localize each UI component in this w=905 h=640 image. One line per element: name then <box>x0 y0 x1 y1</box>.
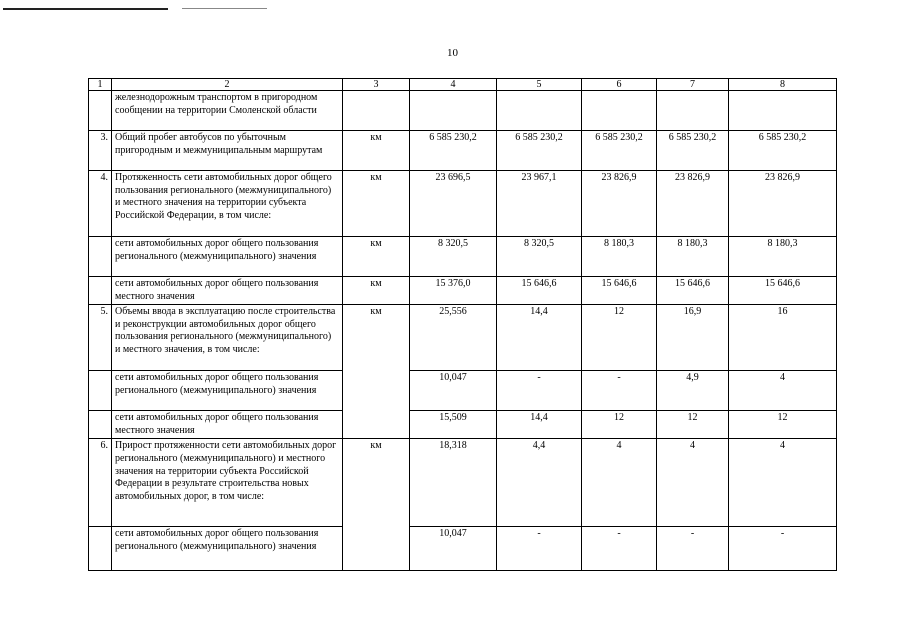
header-cell: 8 <box>729 79 837 91</box>
row-value: 10,047 <box>410 371 497 411</box>
row-value: 23 696,5 <box>410 171 497 237</box>
header-cell: 1 <box>89 79 112 91</box>
row-value: 4 <box>729 439 837 527</box>
header-row <box>89 79 837 91</box>
row-indicator: Объемы ввода в эксплуатацию после строительства и реконструкции автомобильных дорог общего пользования регионального (межмуниципального) и местного значения, в том числе: <box>112 305 343 371</box>
row-value: - <box>729 527 837 571</box>
row-value: 12 <box>582 305 657 371</box>
row-indicator: Протяженность сети автомобильных дорог общего пользования регионального (межмуниципального) и местного значения на территории субъекта Российской Федерации, в том числе: <box>112 171 343 237</box>
header-cell: 3 <box>343 79 410 91</box>
header-cell: 4 <box>410 79 497 91</box>
row-value: 8 180,3 <box>657 237 729 277</box>
row-value: 8 180,3 <box>582 237 657 277</box>
table-row <box>89 305 837 371</box>
row-value: 4 <box>729 371 837 411</box>
row-number <box>89 91 112 131</box>
row-value: 8 180,3 <box>729 237 837 277</box>
row-number: 5. <box>89 305 112 371</box>
row-value: 8 320,5 <box>410 237 497 277</box>
row-value: 16 <box>729 305 837 371</box>
row-indicator: сети автомобильных дорог общего пользования регионального (межмуниципального) значения <box>112 527 343 571</box>
row-unit: км <box>343 305 410 439</box>
row-value: 15 646,6 <box>582 277 657 305</box>
row-value: 10,047 <box>410 527 497 571</box>
row-number <box>89 371 112 411</box>
row-unit: км <box>343 237 410 277</box>
row-value: - <box>582 527 657 571</box>
row-number: 6. <box>89 439 112 527</box>
table-row <box>89 371 837 411</box>
scan-line-right <box>182 8 267 9</box>
row-value: 23 826,9 <box>582 171 657 237</box>
row-value: 15 376,0 <box>410 277 497 305</box>
row-value: 6 585 230,2 <box>410 131 497 171</box>
row-indicator: сети автомобильных дорог общего пользования местного значения <box>112 277 343 305</box>
row-indicator: сети автомобильных дорог общего пользования регионального (межмуниципального) значения <box>112 371 343 411</box>
row-value <box>410 91 497 131</box>
table-row <box>89 411 837 439</box>
table-row <box>89 131 837 171</box>
row-value: 14,4 <box>497 411 582 439</box>
row-value <box>582 91 657 131</box>
row-value: 14,4 <box>497 305 582 371</box>
row-value: 4,4 <box>497 439 582 527</box>
row-value: 23 967,1 <box>497 171 582 237</box>
row-value: 16,9 <box>657 305 729 371</box>
row-indicator: сети автомобильных дорог общего пользования местного значения <box>112 411 343 439</box>
header-cell: 2 <box>112 79 343 91</box>
row-value: 15 646,6 <box>497 277 582 305</box>
row-value: 4,9 <box>657 371 729 411</box>
page-number: 10 <box>447 47 458 59</box>
row-number <box>89 411 112 439</box>
row-unit <box>343 91 410 131</box>
row-value: 18,318 <box>410 439 497 527</box>
row-value: 12 <box>729 411 837 439</box>
row-value: 23 826,9 <box>657 171 729 237</box>
row-indicator: железнодорожным транспортом в пригородном сообщении на территории Смоленской области <box>112 91 343 131</box>
row-value <box>729 91 837 131</box>
header-cell: 5 <box>497 79 582 91</box>
row-value: - <box>497 371 582 411</box>
row-unit: км <box>343 439 410 571</box>
row-value: 6 585 230,2 <box>729 131 837 171</box>
row-number <box>89 527 112 571</box>
row-value: 15,509 <box>410 411 497 439</box>
row-number <box>89 277 112 305</box>
header-cell: 6 <box>582 79 657 91</box>
row-value: 25,556 <box>410 305 497 371</box>
row-value: - <box>657 527 729 571</box>
row-value <box>657 91 729 131</box>
header-cell: 7 <box>657 79 729 91</box>
data-table <box>88 78 837 571</box>
table-row <box>89 171 837 237</box>
row-unit: км <box>343 277 410 305</box>
row-value <box>497 91 582 131</box>
row-value: 4 <box>657 439 729 527</box>
row-value: 6 585 230,2 <box>582 131 657 171</box>
row-value: 6 585 230,2 <box>657 131 729 171</box>
row-number <box>89 237 112 277</box>
table-row <box>89 91 837 131</box>
row-value: - <box>497 527 582 571</box>
row-value: 15 646,6 <box>729 277 837 305</box>
row-value: 12 <box>582 411 657 439</box>
row-value: 6 585 230,2 <box>497 131 582 171</box>
row-number: 3. <box>89 131 112 171</box>
row-value: - <box>582 371 657 411</box>
row-indicator: Прирост протяженности сети автомобильных дорог регионального (межмуниципального) и местного значения на территории субъекта Российской Федерации в результате строительства новых автомобильных дорог, в том числе: <box>112 439 343 527</box>
row-value: 15 646,6 <box>657 277 729 305</box>
row-number: 4. <box>89 171 112 237</box>
table-row <box>89 527 837 571</box>
row-value: 8 320,5 <box>497 237 582 277</box>
row-unit: км <box>343 171 410 237</box>
row-value: 23 826,9 <box>729 171 837 237</box>
table-row <box>89 237 837 277</box>
row-value: 12 <box>657 411 729 439</box>
row-unit: км <box>343 131 410 171</box>
scan-line-left <box>3 8 168 10</box>
row-indicator: сети автомобильных дорог общего пользования регионального (межмуниципального) значения <box>112 237 343 277</box>
table-row <box>89 439 837 527</box>
row-indicator: Общий пробег автобусов по убыточным пригородным и межмуниципальным маршрутам <box>112 131 343 171</box>
row-value: 4 <box>582 439 657 527</box>
table-row <box>89 277 837 305</box>
